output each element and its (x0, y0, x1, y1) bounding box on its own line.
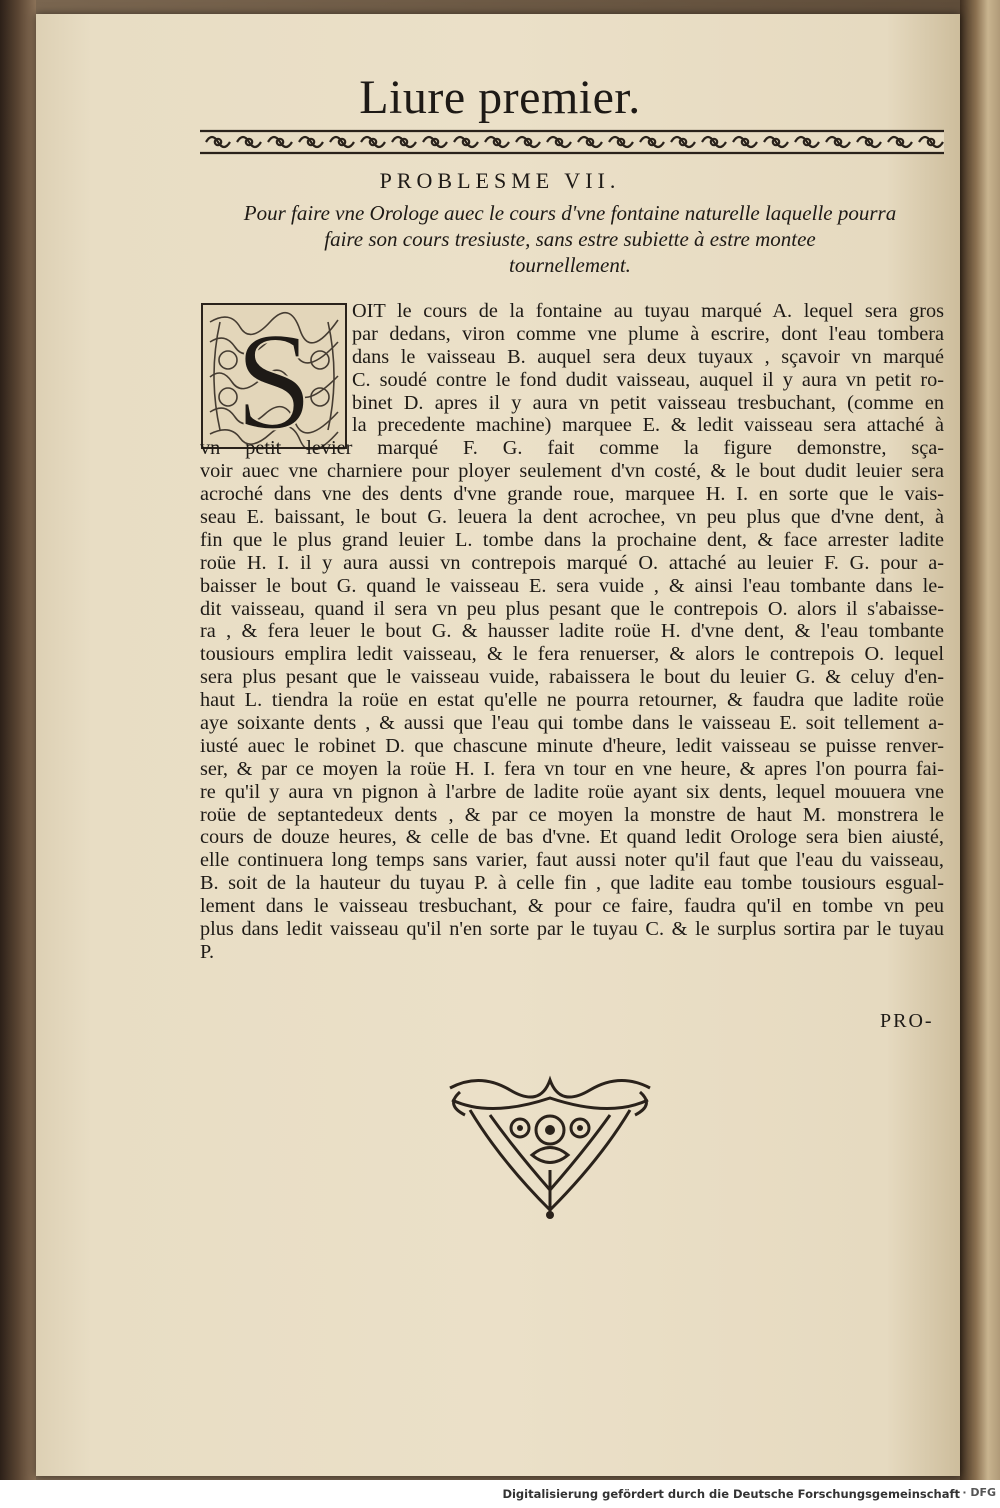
body-line: dit vaisseau, quand il sera vn peu plus pesant que le contrepois O. alors il s'abaisse- (200, 597, 944, 620)
problem-subtitle (210, 200, 930, 278)
body-line: iusté auec le robinet D. que chascune minute d'heure, ledit vaisseau se puisse renver- (200, 734, 944, 757)
body-line: C. soudé contre le fond dudit vaisseau, auquel il y aura vn petit ro- (352, 368, 944, 391)
body-line: re qu'il y aura vn pignon à l'arbre de ladite roüe ayant six dents, lequel mouuera vne (200, 780, 944, 803)
dfg-credit: Digitalisierung gefördert durch die Deutsche Forschungsgemeinschaft (502, 1487, 960, 1501)
body-line: fin que le plus grand leuier L. tombe dans la prochaine dent, & face arrester ladite (200, 528, 944, 551)
body-line: acroché dans vne des dents d'vne grande roue, marquee H. I. en sorte que le vais- (200, 483, 944, 506)
body-line: lement dans le vaisseau tresbuchant, & pour ce faire, faudra qu'il en tombe vn peu (200, 895, 944, 918)
body-line: baisser le bout G. quand le vaisseau E. sera vuide , & ainsi l'eau tombante dans le- (200, 574, 944, 597)
catchword: PRO- (880, 1010, 934, 1032)
body-line: B. soit de la hauteur du tuyau P. à celle fin , que ladite eau tombe tousiours esgual- (200, 872, 944, 895)
body-line: vn petit levier marqué F. G. fait comme la figure demonstre, sça- (200, 437, 944, 460)
body-line: tousiours emplira ledit vaisseau, & le fera renuerser, & alors le contrepois O. lequel (200, 643, 944, 666)
subtitle-line: Pour faire vne Orologe auec le cours d'vne fontaine naturelle laquelle pourra (243, 201, 897, 225)
page-title: Liure premier. (359, 71, 641, 124)
body-line: seau E. baissant, le bout G. leuera la dent acrochee, vn peu plus que d'vne dent, à (200, 506, 944, 529)
subtitle-line: tournellement. (509, 253, 631, 277)
body-line: sera plus pesant que le vaisseau vuide, rabaissera le bout du leuier G. & celuy d'en- (200, 666, 944, 689)
body-line: dans le vaisseau B. auquel sera deux tuyaux , sçavoir vn marqué (352, 345, 944, 368)
book-left-edge (0, 0, 36, 1480)
body-line: binet D. apres il y aura vn petit vaisseau tresbuchant, (comme en (352, 391, 944, 414)
digitization-footer (0, 1480, 1000, 1508)
body-line: roüe de septantedeux dents , & par ce moyen la monstre de haut M. monstrera le (200, 803, 944, 826)
dfg-logo: · DFG (962, 1486, 996, 1499)
body-line: la precedente machine) marquee E. & ledit vaisseau sera attaché à (352, 414, 944, 437)
body-line: haut L. tiendra la roüe en estat qu'elle ne pourra retourner, & faudra que ladite roüe (200, 689, 944, 712)
body-text (200, 300, 944, 964)
body-line: P. (200, 940, 215, 963)
problem-heading: PROBLESME VII. (379, 168, 621, 193)
tailpiece-ornament (440, 1070, 660, 1220)
body-line: roüe H. I. il y aura aussi vn contrepois marqué O. attaché au leuier F. G. pour a- (200, 551, 944, 574)
body-line: cours de douze heures, & celle de bas d'vne. Et quand ledit Orologe sera bien aiusté, (200, 826, 944, 849)
body-line: ser, & par ce moyen la roüe H. I. fera vn tour en vne heure, & apres l'on pourra fai- (200, 757, 944, 780)
dropcap-letter: S (235, 304, 313, 450)
body-line: voir auec vne charniere pour ployer seulement d'vn costé, & le bout dudit leuier sera (200, 460, 944, 483)
body-line: par dedans, viron comme vne plume à escrire, dont l'eau tombera (352, 322, 944, 345)
body-line: ra , & fera leuer le bout G. & hausser ladite roüe H. d'vne dent, & l'eau tombante (200, 620, 944, 643)
body-line: OIT le cours de la fontaine au tuyau marqué A. lequel sera gros (352, 300, 944, 322)
ornamental-band (200, 128, 944, 156)
body-line: aye soixante dents , & aussi que l'eau qui tombe dans le vaisseau E. soit tellement a- (200, 712, 944, 735)
book-right-edge (960, 0, 1000, 1480)
body-line: plus dans ledit vaisseau qu'il n'en sorte par le tuyau C. & le surplus sortira par le tuyau (200, 918, 944, 941)
body-line: elle continuera long temps sans varier, faut aussi noter qu'il faut que l'eau du vaisseau, (200, 849, 944, 872)
subtitle-line: faire son cours tresiuste, sans estre subiette à estre montee (324, 227, 816, 251)
